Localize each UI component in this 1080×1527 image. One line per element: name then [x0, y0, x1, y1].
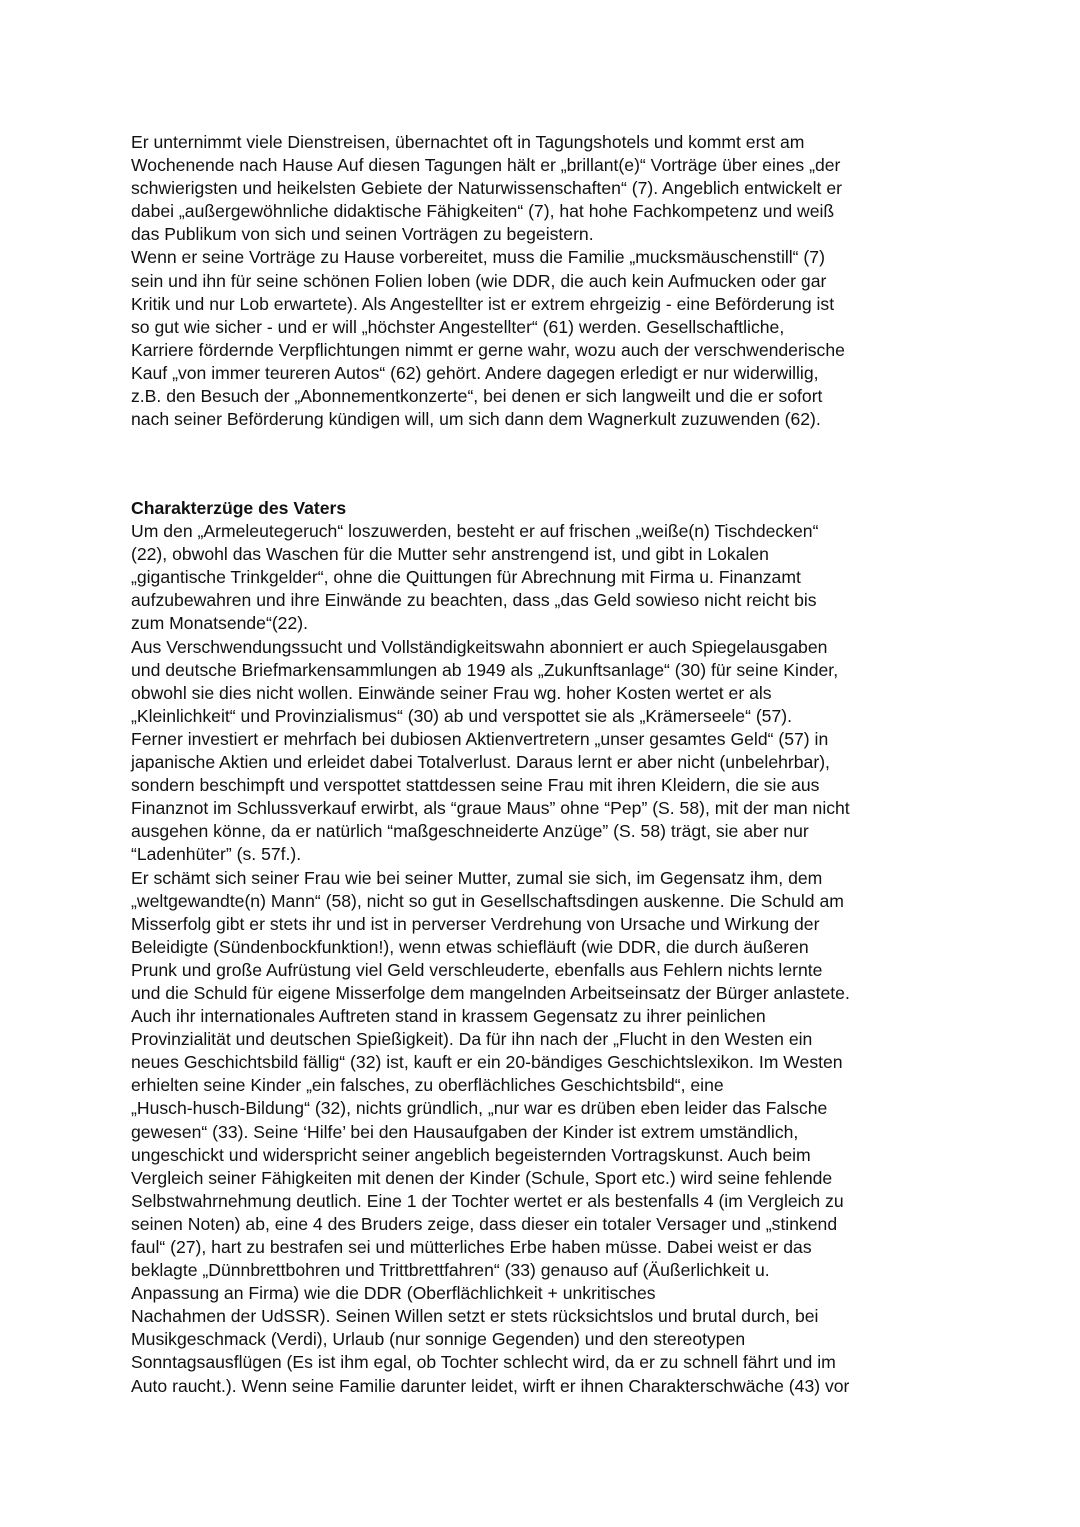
- text-line: Aus Verschwendungssucht und Vollständigkeitswahn abonniert er auch Spiegelausgaben: [131, 636, 828, 657]
- text-line: Karriere fördernde Verpflichtungen nimmt er gerne wahr, wozu auch der verschwenderische: [131, 339, 845, 360]
- text-line: Finanznot im Schlussverkauf erwirbt, als “graue Maus” ohne “Pep” (S. 58), mit der man nicht: [131, 798, 850, 819]
- text-line: Wenn er seine Vorträge zu Hause vorbereitet, muss die Familie „mucksmäuschenstill“ (7): [131, 247, 825, 268]
- text-line: das Publikum von sich und seinen Vorträgen zu begeistern.: [131, 224, 594, 245]
- text-line: Kritik und nur Lob erwartete). Als Angestellter ist er extrem ehrgeizig - eine Beförderung ist: [131, 293, 835, 314]
- text-line: Vergleich seiner Fähigkeiten mit denen der Kinder (Schule, Sport etc.) wird seine fehlende: [131, 1167, 833, 1188]
- text-line: z.B. den Besuch der „Abonnementkonzerte“, bei denen er sich langweilt und die er sofort: [131, 386, 823, 407]
- text-line: Sonntagsausflügen (Es ist ihm egal, ob Tochter schlecht wird, da er zu schnell fährt und im: [131, 1352, 836, 1373]
- text-line: Beleidigte (Sündenbockfunktion!), wenn etwas schiefläuft (wie DDR, die durch äußeren: [131, 936, 809, 957]
- text-line: faul“ (27), hart zu bestrafen sei und mütterliches Erbe haben müsse. Dabei weist er das: [131, 1237, 812, 1257]
- text-line: Nachahmen der UdSSR). Seinen Willen setzt er stets rücksichtslos und brutal durch, bei: [131, 1306, 819, 1327]
- text-line: „Husch-husch-Bildung“ (32), nichts gründlich, „nur war es drüben eben leider das Falsche: [131, 1098, 828, 1119]
- text-line: Musikgeschmack (Verdi), Urlaub (nur sonnige Gegenden) und den stereotypen: [131, 1329, 746, 1350]
- text-line: Er unternimmt viele Dienstreisen, übernachtet oft in Tagungshotels und kommt erst am: [131, 132, 805, 152]
- text-line: Ferner investiert er mehrfach bei dubiosen Aktienvertretern „unser gesamtes Geld“ (57) in: [131, 728, 829, 749]
- text-line: ungeschickt und widerspricht seiner angeblich begeisternden Vortragskunst. Auch beim: [131, 1144, 811, 1165]
- text-line: Auch ihr internationales Auftreten stand in krassem Gegensatz zu ihrer peinlichen: [131, 1006, 766, 1027]
- text-line: beklagte „Dünnbrettbohren und Trittbrettfahren“ (33) genauso auf (Äußerlichkeit u.: [131, 1260, 770, 1281]
- text-line: japanische Aktien und erleidet dabei Totalverlust. Daraus lernt er aber nicht (unbelehrbar),: [131, 752, 830, 773]
- text-line: sondern beschimpft und verspottet stattdessen seine Frau mit ihren Kleidern, die sie aus: [131, 775, 820, 796]
- section-heading: Charakterzüge des Vaters: [131, 498, 347, 518]
- intro-paragraph: [131, 131, 961, 431]
- text-line: und deutsche Briefmarkensammlungen ab 1949 als „Zukunftsanlage“ (30) für seine Kinder,: [131, 659, 839, 680]
- text-line: „gigantische Trinkgelder“, ohne die Quittungen für Abrechnung mit Firma u. Finanzamt: [131, 567, 801, 588]
- text-line: schwierigsten und heikelsten Gebiete der Naturwissenschaften“ (7). Angeblich entwickelt er: [131, 178, 842, 199]
- text-line: obwohl sie dies nicht wollen. Einwände seiner Frau wg. hoher Kosten wertet er als: [131, 682, 772, 703]
- text-line: (22), obwohl das Waschen für die Mutter sehr anstrengend ist, und gibt in Lokalen: [131, 544, 769, 565]
- text-line: Misserfolg gibt er stets ihr und ist in perverser Verdrehung von Ursache und Wirkung der: [131, 913, 820, 934]
- text-line: Wochenende nach Hause Auf diesen Tagungen hält er „brillant(e)“ Vorträge über eines „der: [131, 155, 841, 176]
- text-line: “Ladenhüter” (s. 57f.).: [131, 844, 302, 865]
- text-line: gewesen“ (33). Seine ‘Hilfe’ bei den Hausaufgaben der Kinder ist extrem umständlich,: [131, 1121, 799, 1142]
- text-line: zum Monatsende“(22).: [131, 613, 308, 634]
- text-line: „weltgewandte(n) Mann“ (58), nicht so gut in Gesellschaftsdingen auskenne. Die Schuld am: [131, 890, 844, 911]
- text-line: seinen Noten) ab, eine 4 des Bruders zeige, dass dieser ein totaler Versager und „stinkend: [131, 1213, 838, 1234]
- text-line: Provinzialität und deutschen Spießigkeit). Da für ihn nach der „Flucht in den Westen ein: [131, 1029, 813, 1050]
- text-line: und die Schuld für eigene Misserfolge dem mangelnden Arbeitseinsatz der Bürger anlastete.: [131, 982, 850, 1003]
- text-line: erhielten seine Kinder „ein falsches, zu oberflächliches Geschichtsbild“, eine: [131, 1075, 724, 1096]
- text-line: so gut wie sicher - und er will „höchster Angestellter“ (61) werden. Gesellschaftliche,: [131, 316, 785, 337]
- text-line: Auto raucht.). Wenn seine Familie darunter leidet, wirft er ihnen Charakterschwäche (43) vor: [131, 1375, 850, 1396]
- text-line: Prunk und große Aufrüstung viel Geld verschleuderte, ebenfalls aus Fehlern nichts lernte: [131, 959, 823, 980]
- text-line: „Kleinlichkeit“ und Provinzialismus“ (30) ab und verspottet sie als „Krämerseele“ (57).: [131, 705, 793, 726]
- text-line: sein und ihn für seine schönen Folien loben (wie DDR, die auch kein Aufmucken oder gar: [131, 270, 827, 291]
- text-line: Um den „Armeleutegeruch“ loszuwerden, besteht er auf frischen „weiße(n) Tischdecken“: [131, 521, 819, 542]
- text-line: nach seiner Beförderung kündigen will, um sich dann dem Wagnerkult zuzuwenden (62).: [131, 409, 821, 430]
- section-charakterzuege: [131, 497, 961, 1398]
- text-line: Selbstwahrnehmung deutlich. Eine 1 der Tochter wertet er als bestenfalls 4 (im Vergleich zu: [131, 1190, 844, 1211]
- text-line: ausgehen könne, da er natürlich “maßgeschneiderte Anzüge” (S. 58) trägt, sie aber nur: [131, 821, 809, 842]
- text-line: Anpassung an Firma) wie die DDR (Oberflächlichkeit + unkritisches: [131, 1283, 656, 1304]
- text-line: aufzubewahren und ihre Einwände zu beachten, dass „das Geld sowieso nicht reicht bis: [131, 590, 817, 611]
- text-line: Er schämt sich seiner Frau wie bei seiner Mutter, zumal sie sich, im Gegensatz ihm, dem: [131, 867, 823, 888]
- text-line: dabei „außergewöhnliche didaktische Fähigkeiten“ (7), hat hohe Fachkompetenz und weiß: [131, 201, 835, 222]
- text-line: neues Geschichtsbild fällig“ (32) ist, kauft er ein 20-bändiges Geschichtslexikon. Im Westen: [131, 1052, 843, 1073]
- text-line: Kauf „von immer teureren Autos“ (62) gehört. Andere dagegen erledigt er nur widerwillig,: [131, 362, 819, 383]
